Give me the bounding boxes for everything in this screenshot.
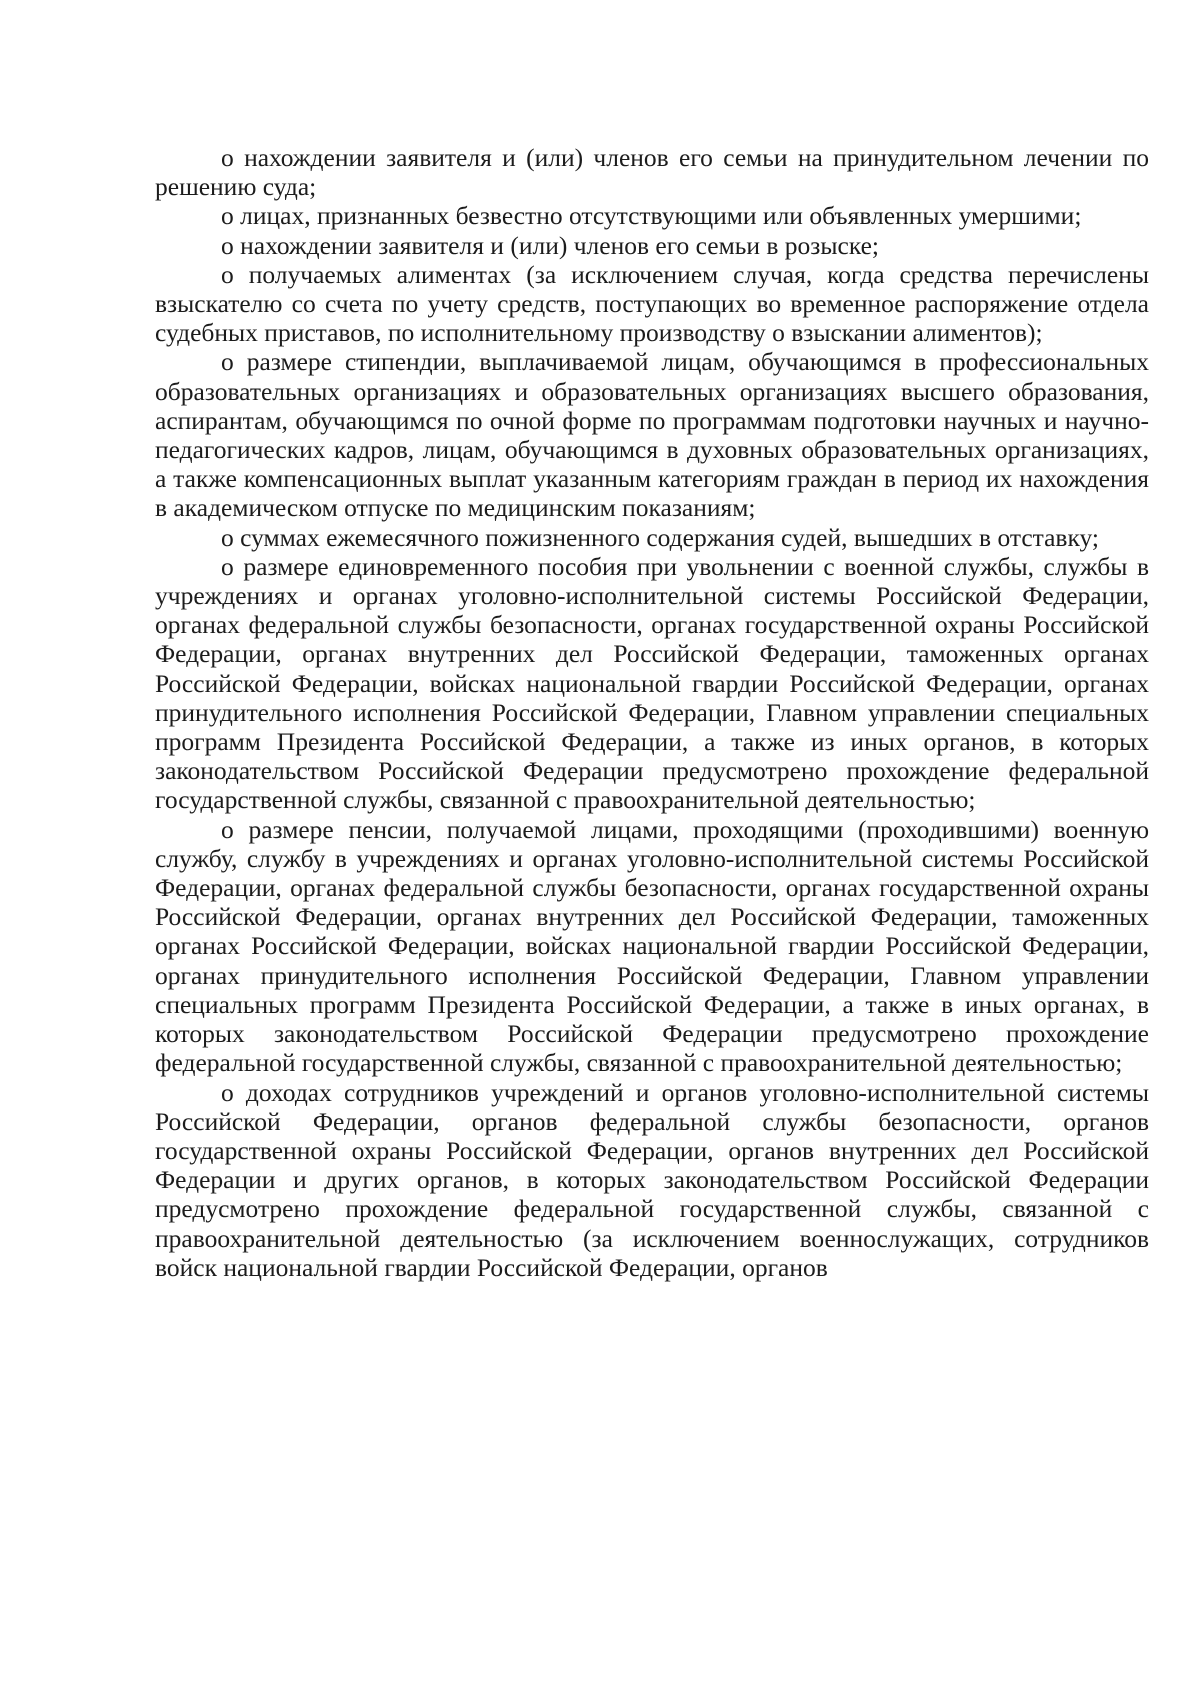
paragraph-pension: о размере пенсии, получаемой лицами, проходящими (проходившими) военную службу, службу в учреждениях и органах уголовно-исполнительной системы Российской Федерации, органах федеральной службы безопасности, органах государственной охраны Российской Федерации, органах внутренних дел Российской Федерации, таможенных органах Российской Федерации, войсках национальной гвардии Российской Федерации, органах принудительного исполнения Российской Федерации, Главном управлении специальных программ Президента Российской Федерации, а также в иных органах, в которых законодательством Российской Федерации предусмотрено прохождение федеральной государственной службы, связанной с правоохранительной деятельностью;: [155, 814, 1149, 1078]
document-body: [155, 143, 1149, 1282]
paragraph-wanted: о нахождении заявителя и (или) членов его семьи в розыске;: [221, 230, 879, 260]
paragraph-missing-persons: о лицах, признанных безвестно отсутствующими или объявленных умершими;: [221, 201, 1082, 231]
paragraph-alimony: о получаемых алиментах (за исключением случая, когда средства перечислены взыскателю со счета по учету средств, поступающих во временное распоряжение отдела судебных приставов, по исполнительному производству о взыскании алиментов);: [155, 259, 1149, 348]
paragraph-employee-income: о доходах сотрудников учреждений и органов уголовно-исполнительной системы Российской Федерации, органов федеральной службы безопасности, органов государственной охраны Российской Федерации, органов внутренних дел Российской Федерации и других органов, в которых законодательством Российской Федерации предусмотрено прохождение федеральной государственной службы, связанной с правоохранительной деятельностью (за исключением военнослужащих, сотрудников войск национальной гвардии Российской Федерации, органов: [155, 1077, 1149, 1282]
paragraph-judges-allowance: о суммах ежемесячного пожизненного содержания судей, вышедших в отставку;: [221, 522, 1099, 552]
paragraph-severance-allowance: о размере единовременного пособия при увольнении с военной службы, службы в учреждениях и органах уголовно-исполнительной системы Российской Федерации, органах федеральной службы безопасности, органах государственной охраны Российской Федерации, органах внутренних дел Российской Федерации, таможенных органах Российской Федерации, войсках национальной гвардии Российской Федерации, органах принудительного исполнения Российской Федерации, Главном управлении специальных программ Президента Российской Федерации, а также из иных органов, в которых законодательством Российской Федерации предусмотрено прохождение федеральной государственной службы, связанной с правоохранительной деятельностью;: [155, 551, 1149, 815]
paragraph-compulsory-treatment: о нахождении заявителя и (или) членов его семьи на принудительном лечении по решению суда;: [155, 143, 1149, 202]
paragraph-stipend: о размере стипендии, выплачиваемой лицам, обучающимся в профессиональных образовательных организациях и образовательных организациях высшего образования, аспирантам, обучающимся по очной форме по программам подготовки научных и научно-педагогических кадров, лицам, обучающимся в духовных образовательных организациях, а также компенсационных выплат указанным категориям граждан в период их нахождения в академическом отпуске по медицинским показаниям;: [155, 347, 1149, 523]
